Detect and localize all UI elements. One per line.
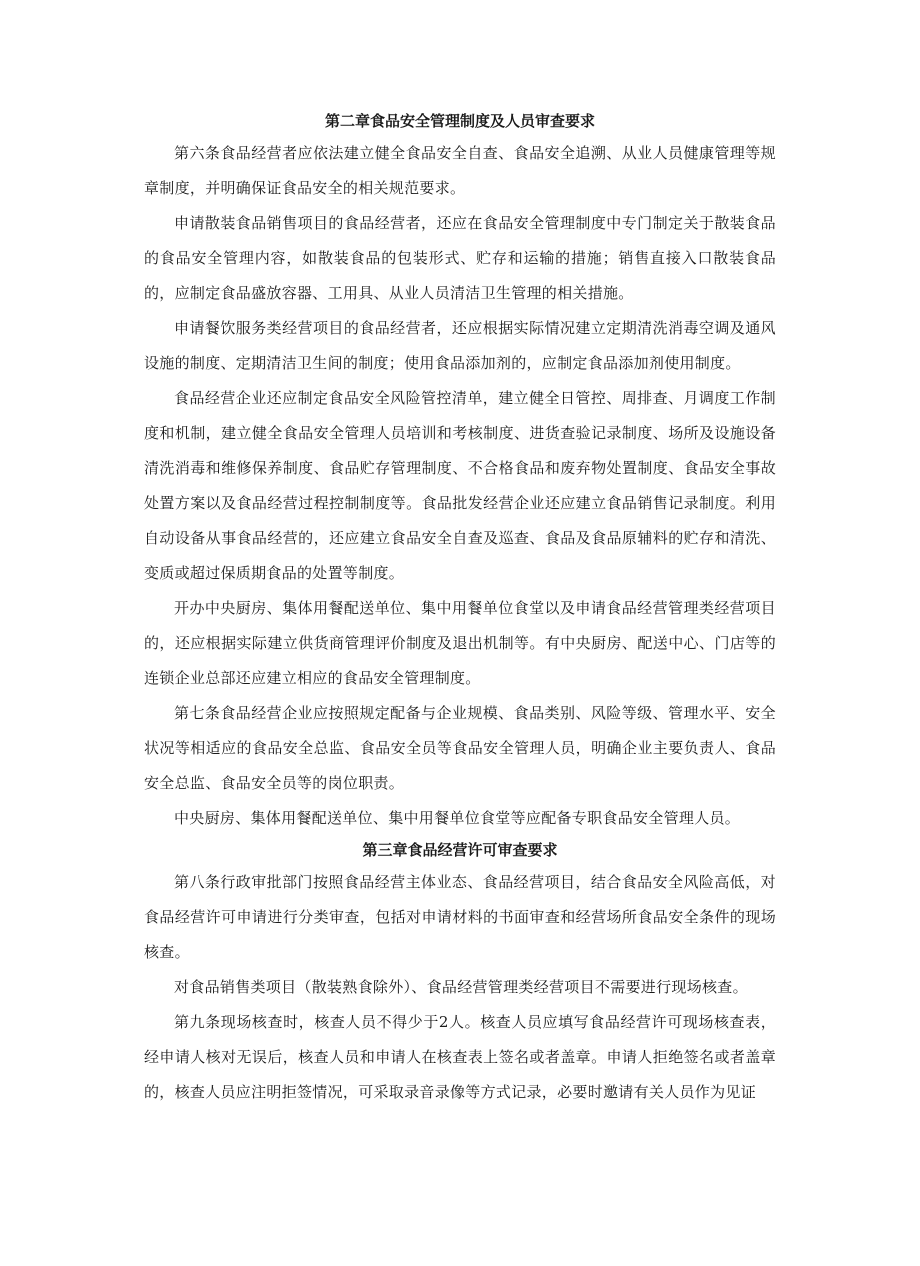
chapter-2-paragraph: 第六条食品经营者应依法建立健全食品安全自查、食品安全追溯、从业人员健康管理等规章制度，并明确保证食品安全的相关规范要求。	[144, 144, 776, 197]
chapter-2-paragraph: 开办中央厨房、集体用餐配送单位、集中用餐单位食堂以及申请食品经营管理类经营项目的，还应根据实际建立供货商管理评价制度及退出机制等。有中央厨房、配送中心、门店等的连锁企业总部还应建立相应的食品安全管理制度。	[144, 599, 776, 687]
chapter-2-paragraph: 申请餐饮服务类经营项目的食品经营者，还应根据实际情况建立定期清洗消毒空调及通风设施的制度、定期清洁卫生间的制度；使用食品添加剂的，应制定食品添加剂使用制度。	[144, 319, 776, 372]
chapter-3-paragraph: 对食品销售类项目（散装熟食除外）、食品经营管理类经营项目不需要进行现场核查。	[174, 978, 748, 996]
chapter-3-paragraph: 第九条现场核查时，核查人员不得少于2人。核查人员应填写食品经营许可现场核查表，经申请人核对无误后，核查人员和申请人在核查表上签名或者盖章。申请人拒绝签名或者盖章的，核查人员应注明拒签情况，可采取录音录像等方式记录，必要时邀请有关人员作为见证	[144, 1013, 776, 1101]
chapter-2-paragraph: 第七条食品经营企业应按照规定配备与企业规模、食品类别、风险等级、管理水平、安全状况等相适应的食品安全总监、食品安全员等食品安全管理人员，明确企业主要负责人、食品安全总监、食品安全员等的岗位职责。	[144, 704, 776, 792]
chapter-2-heading: 第二章食品安全管理制度及人员审查要求	[324, 112, 595, 130]
document-page	[144, 108, 776, 1110]
chapter-3-paragraph: 第八条行政审批部门按照食品经营主体业态、食品经营项目，结合食品安全风险高低，对食品经营许可申请进行分类审查，包括对申请材料的书面审查和经营场所食品安全条件的现场核查。	[144, 873, 776, 961]
chapter-2-paragraph: 申请散装食品销售项目的食品经营者，还应在食品安全管理制度中专门制定关于散装食品的食品安全管理内容，如散装食品的包装形式、贮存和运输的措施；销售直接入口散装食品的，应制定食品盛放容器、工用具、从业人员清洁卫生管理的相关措施。	[144, 214, 776, 302]
chapter-2-paragraph: 食品经营企业还应制定食品安全风险管控清单，建立健全日管控、周排查、月调度工作制度和机制，建立健全食品安全管理人员培训和考核制度、进货查验记录制度、场所及设施设备清洗消毒和维修保养制度、食品贮存管理制度、不合格食品和废弃物处置制度、食品安全事故处置方案以及食品经营过程控制制度等。食品批发经营企业还应建立食品销售记录制度。利用自动设备从事食品经营的，还应建立食品安全自查及巡查、食品及食品原辅料的贮存和清洗、变质或超过保质期食品的处置等制度。	[144, 389, 776, 582]
chapter-2-paragraph: 中央厨房、集体用餐配送单位、集中用餐单位食堂等应配备专职食品安全管理人员。	[174, 809, 741, 827]
chapter-3-heading: 第三章食品经营许可审查要求	[362, 841, 558, 859]
